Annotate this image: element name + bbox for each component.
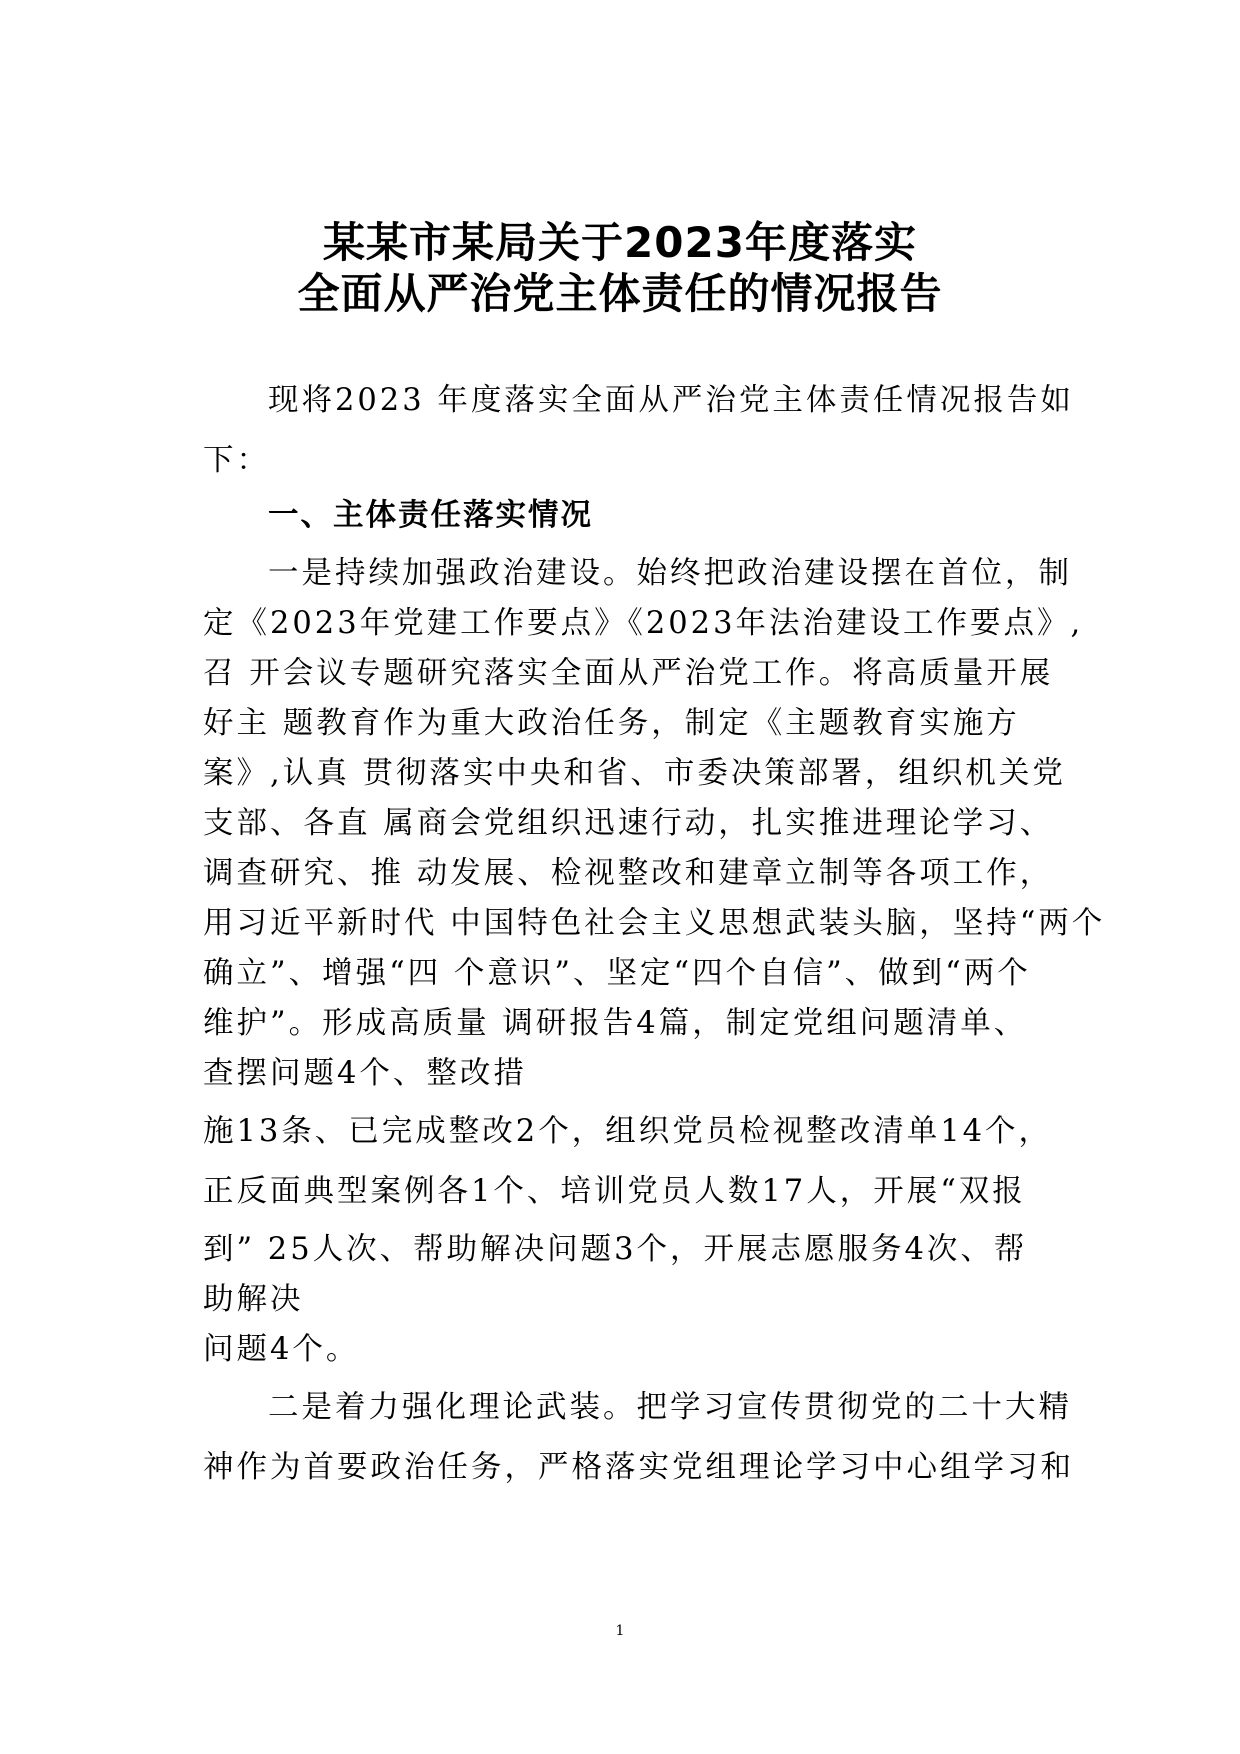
paragraph-1-line: 调查研究、推 动发展、检视整改和建章立制等各项工作， [203, 856, 1054, 891]
paragraph-1-line: 一是持续加强政治建设。始终把政治建设摆在首位，制 [268, 556, 1072, 591]
section-heading: 一、主体责任落实情况 [268, 498, 593, 533]
paragraph-1-line: 助解决 [203, 1282, 304, 1317]
paragraph-2-line: 神作为首要政治任务，严格落实党组理论学习中心组学习和 [203, 1450, 1074, 1485]
paragraph-1-line: 问题4个。 [203, 1332, 360, 1367]
document-title-line-1: 某某市某局关于2023年度落实 [323, 218, 917, 267]
intro-line-2: 下： [203, 443, 270, 478]
paragraph-2-line: 二是着力强化理论武装。把学习宣传贯彻党的二十大精 [268, 1390, 1072, 1425]
paragraph-1-line: 确立”、增强“四 个意识”、坚定“四个自信”、做到“两个 [203, 956, 1031, 991]
paragraph-1-line: 定《2023年党建工作要点》《2023年法治建设工作要点》, [203, 606, 1084, 641]
paragraph-1-line: 用习近平新时代 中国特色社会主义思想武装头脑，坚持“两个 [203, 906, 1106, 941]
paragraph-1-line: 好主 题教育作为重大政治任务，制定《主题教育实施方 [203, 706, 1020, 741]
paragraph-1-line: 维护”。形成高质量 调研报告4篇，制定党组问题清单、 [203, 1006, 1028, 1041]
paragraph-1-line: 召 开会议专题研究落实全面从严治党工作。将高质量开展 [203, 656, 1054, 691]
intro-line-1: 现将2023 年度落实全面从严治党主体责任情况报告如 [268, 383, 1074, 418]
paragraph-1-line: 支部、各直 属商会党组织迅速行动，扎实推进理论学习、 [203, 806, 1054, 841]
paragraph-1-line: 到” 25人次、帮助解决问题3个，开展志愿服务4次、帮 [203, 1232, 1028, 1267]
paragraph-1-line: 施13条、已完成整改2个，组织党员检视整改清单14个， [203, 1114, 1053, 1149]
paragraph-1-line: 正反面典型案例各1个、培训党员人数17人，开展“双报 [203, 1174, 1026, 1209]
page-number: 1 [615, 1623, 625, 1639]
paragraph-1-line: 案》,认真 贯彻落实中央和省、市委决策部署，组织机关党 [203, 756, 1066, 791]
document-title-line-2: 全面从严治党主体责任的情况报告 [297, 269, 943, 318]
paragraph-1-line: 查摆问题4个、整改措 [203, 1056, 527, 1091]
